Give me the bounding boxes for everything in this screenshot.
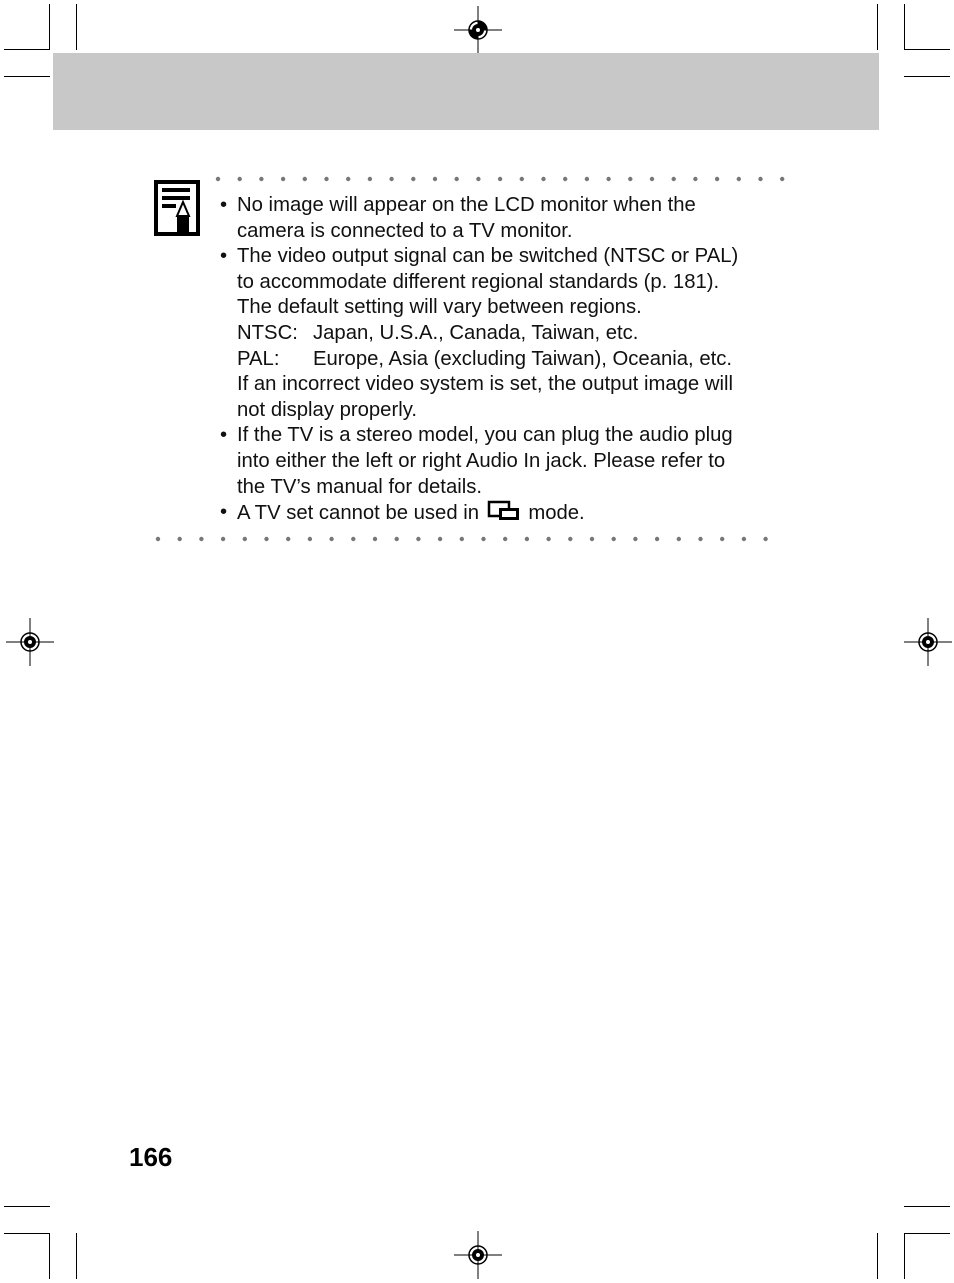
note-pencil-icon (154, 180, 200, 238)
pal-regions: Europe, Asia (excluding Taiwan), Oceania, etc. (313, 347, 733, 370)
page-number: 166 (129, 1142, 173, 1172)
crop-mark (877, 1233, 878, 1279)
pal-label: PAL: (237, 347, 280, 370)
note-item-video-signal (220, 244, 790, 423)
notes-list (220, 193, 790, 527)
note-item-lcd (220, 193, 790, 244)
ntsc-label: NTSC: (237, 321, 298, 344)
crop-mark (904, 1233, 905, 1279)
crop-mark (904, 49, 950, 50)
bullet: • (220, 194, 228, 216)
note-text: The video output signal can be switched (NTSC or PAL) (237, 245, 739, 268)
crop-mark (4, 49, 50, 50)
note-text: to accommodate different regional standards (p. 181). (237, 270, 720, 293)
crop-mark (877, 4, 878, 50)
bottom-dotted-divider (150, 534, 790, 544)
note-item-mode (220, 500, 790, 527)
crop-mark (904, 76, 950, 77)
header-band (53, 53, 879, 130)
crop-mark (76, 4, 77, 50)
note-text: the TV’s manual for details. (237, 475, 483, 498)
note-text: The default setting will vary between regions. (237, 296, 642, 319)
bullet: • (220, 245, 228, 268)
note-text: If the TV is a stereo model, you can plug the audio plug (237, 424, 733, 447)
mode-text-before: A TV set cannot be used in (237, 502, 480, 525)
note-text: If an incorrect video system is set, the output image will (237, 373, 733, 396)
note-text: camera is connected to a TV monitor. (237, 219, 573, 242)
crop-mark (904, 1233, 950, 1234)
note-text (237, 500, 790, 527)
note-item-stereo (220, 423, 790, 500)
stitch-assist-icon (487, 500, 521, 522)
crop-mark (49, 1233, 50, 1279)
crop-mark (904, 4, 905, 50)
mode-text-after: mode. (528, 502, 585, 525)
crop-mark (904, 1206, 950, 1207)
registration-mark-icon (454, 1231, 502, 1279)
pal-row (237, 347, 790, 373)
top-dotted-divider (210, 174, 790, 184)
crop-mark (4, 1233, 50, 1234)
note-text: not display properly. (237, 398, 417, 421)
ntsc-regions: Japan, U.S.A., Canada, Taiwan, etc. (313, 321, 639, 344)
bullet: • (220, 501, 228, 524)
registration-mark-icon (454, 6, 502, 54)
registration-mark-icon (904, 618, 952, 666)
registration-mark-icon (6, 618, 54, 666)
note-text: into either the left or right Audio In jack. Please refer to (237, 449, 726, 472)
bullet: • (220, 424, 228, 447)
crop-mark (49, 4, 50, 50)
ntsc-row (237, 321, 790, 347)
crop-mark (76, 1233, 77, 1279)
crop-mark (4, 1206, 50, 1207)
crop-mark (4, 76, 50, 77)
note-text: No image will appear on the LCD monitor when the (237, 194, 696, 216)
